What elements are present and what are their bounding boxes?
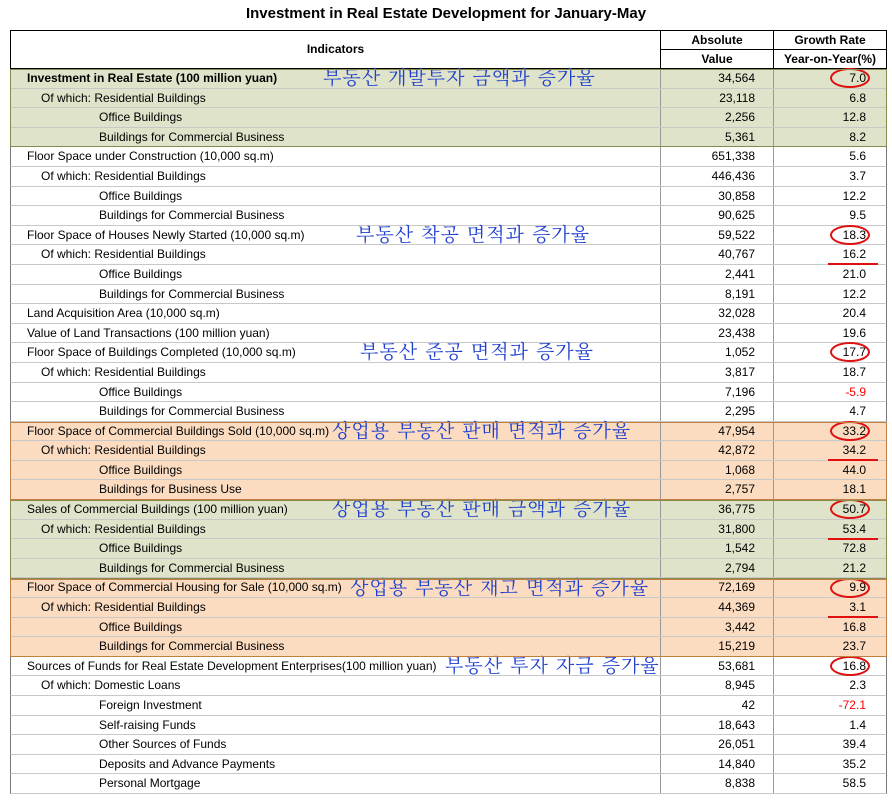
row-growth: 4.7 — [849, 404, 866, 419]
table-row — [10, 383, 887, 403]
row-growth: 16.2 — [842, 247, 866, 262]
row-value: 23,438 — [661, 324, 774, 343]
header-indicators: Indicators — [11, 31, 661, 68]
red-circle-highlight — [830, 656, 870, 676]
row-growth: 23.7 — [842, 639, 866, 654]
row-label: Investment in Real Estate (100 million yuan) — [11, 69, 661, 88]
row-value: 2,256 — [661, 108, 774, 127]
row-growth: 8.2 — [849, 129, 866, 144]
row-value: 47,954 — [661, 422, 774, 441]
row-value: 34,564 — [661, 69, 774, 88]
korean-annotation: 부동산 개발투자 금액과 증가율 — [323, 67, 596, 89]
row-value: 446,436 — [661, 167, 774, 186]
row-growth: 3.1 — [849, 600, 866, 615]
row-label: Of which: Residential Buildings — [11, 520, 661, 539]
row-value: 2,295 — [661, 402, 774, 421]
row-label: Office Buildings — [11, 187, 661, 206]
row-growth: 35.2 — [842, 756, 866, 771]
row-label: Floor Space of Buildings Completed (10,000 sq.m) — [11, 343, 661, 362]
row-value: 1,068 — [661, 461, 774, 480]
header-absolute-value — [661, 31, 774, 68]
row-growth: 18.7 — [842, 364, 866, 379]
korean-annotation: 부동산 투자 자금 증가율 — [445, 655, 660, 677]
row-label: Foreign Investment — [11, 696, 661, 715]
row-value: 1,542 — [661, 539, 774, 558]
row-label: Of which: Residential Buildings — [11, 363, 661, 382]
row-value: 59,522 — [661, 226, 774, 245]
row-growth: 21.2 — [842, 560, 866, 575]
row-label: Of which: Residential Buildings — [11, 167, 661, 186]
korean-annotation: 상업용 부동산 판매 금액과 증가율 — [332, 498, 632, 521]
row-growth: 34.2 — [842, 443, 866, 458]
row-growth: 33.2 — [842, 423, 866, 438]
table-row — [10, 89, 887, 109]
row-growth: 44.0 — [842, 462, 866, 477]
row-label: Value of Land Transactions (100 million yuan) — [11, 324, 661, 343]
table-row — [10, 265, 887, 285]
row-label: Other Sources of Funds — [11, 735, 661, 754]
row-label: Buildings for Commercial Business — [11, 128, 661, 147]
row-label: Buildings for Commercial Business — [11, 206, 661, 225]
row-label: Office Buildings — [11, 539, 661, 558]
row-growth: 18.1 — [842, 482, 866, 497]
row-growth: 12.8 — [842, 110, 866, 125]
row-label: Sales of Commercial Buildings (100 million yuan) — [11, 500, 661, 519]
row-growth: 2.3 — [849, 678, 866, 693]
row-growth: 17.7 — [842, 345, 866, 360]
row-label: Of which: Domestic Loans — [11, 676, 661, 695]
row-value: 651,338 — [661, 147, 774, 166]
table-row — [10, 187, 887, 207]
red-circle-highlight — [830, 578, 870, 598]
red-circle-highlight — [830, 421, 870, 441]
row-growth: 12.2 — [842, 188, 866, 203]
row-value: 5,361 — [661, 128, 774, 147]
table-row — [10, 716, 887, 736]
table-row — [10, 618, 887, 638]
row-label: Buildings for Commercial Business — [11, 285, 661, 304]
row-label: Floor Space of Commercial Buildings Sold (10,000 sq.m) — [11, 422, 661, 441]
row-growth: 50.7 — [842, 502, 866, 517]
row-label: Office Buildings — [11, 383, 661, 402]
row-growth: 3.7 — [849, 168, 866, 183]
row-growth: 58.5 — [842, 776, 866, 791]
row-growth: 6.8 — [849, 90, 866, 105]
row-label: Floor Space of Commercial Housing for Sale (10,000 sq.m) — [11, 578, 661, 597]
row-value: 36,775 — [661, 500, 774, 519]
row-growth: 72.8 — [842, 541, 866, 556]
row-value: 1,052 — [661, 343, 774, 362]
row-value: 30,858 — [661, 187, 774, 206]
data-table — [10, 30, 887, 794]
table-row — [10, 304, 887, 324]
table-row — [10, 147, 887, 167]
table-row — [10, 245, 887, 265]
row-value: 3,817 — [661, 363, 774, 382]
row-value: 8,838 — [661, 774, 774, 793]
row-value: 26,051 — [661, 735, 774, 754]
table-row — [10, 676, 887, 696]
row-growth: -72.1 — [838, 698, 866, 712]
row-value: 14,840 — [661, 755, 774, 774]
red-circle-highlight — [830, 68, 870, 88]
row-value: 40,767 — [661, 245, 774, 264]
table-row — [10, 441, 887, 461]
table-row — [10, 539, 887, 559]
row-label: Office Buildings — [11, 108, 661, 127]
row-label: Office Buildings — [11, 265, 661, 284]
row-growth: 20.4 — [842, 306, 866, 321]
row-label: Of which: Residential Buildings — [11, 598, 661, 617]
table-title: Investment in Real Estate Development for January-May — [245, 5, 647, 22]
red-underline-highlight — [828, 538, 878, 540]
row-value: 23,118 — [661, 89, 774, 108]
row-growth: 9.9 — [849, 580, 866, 595]
row-growth: 53.4 — [842, 521, 866, 536]
row-value: 18,643 — [661, 716, 774, 735]
row-label: Personal Mortgage — [11, 774, 661, 793]
row-label: Buildings for Commercial Business — [11, 402, 661, 421]
header-absolute: Absolute — [691, 33, 743, 47]
row-value: 31,800 — [661, 520, 774, 539]
row-label: Sources of Funds for Real Estate Development Enterprises(100 million yuan) — [11, 657, 661, 676]
table-row — [10, 128, 887, 148]
row-value: 44,369 — [661, 598, 774, 617]
table-row — [10, 735, 887, 755]
header-growth: Growth Rate — [794, 33, 866, 47]
row-value: 42,872 — [661, 441, 774, 460]
row-label: Floor Space of Houses Newly Started (10,000 sq.m) — [11, 226, 661, 245]
row-value: 53,681 — [661, 657, 774, 676]
table-row — [10, 774, 887, 794]
row-value: 8,945 — [661, 676, 774, 695]
table-row — [10, 755, 887, 775]
table-row — [10, 520, 887, 540]
red-circle-highlight — [830, 225, 870, 245]
row-label: Buildings for Business Use — [11, 480, 661, 499]
row-growth: -5.9 — [845, 384, 866, 399]
row-value: 7,196 — [661, 383, 774, 402]
table-row — [10, 285, 887, 305]
row-growth: 9.5 — [849, 208, 866, 223]
red-underline-highlight — [828, 616, 878, 618]
row-value: 3,442 — [661, 618, 774, 637]
row-growth: 12.2 — [842, 286, 866, 301]
row-growth: 39.4 — [842, 737, 866, 752]
row-label: Floor Space under Construction (10,000 sq.m) — [11, 147, 661, 166]
row-growth: 21.0 — [842, 266, 866, 281]
row-growth: 16.8 — [842, 619, 866, 634]
table-row — [10, 363, 887, 383]
row-value: 2,441 — [661, 265, 774, 284]
row-label: Of which: Residential Buildings — [11, 89, 661, 108]
korean-annotation: 상업용 부동산 판매 면적과 증가율 — [332, 419, 632, 442]
row-value: 15,219 — [661, 637, 774, 656]
row-growth: 7.0 — [849, 71, 866, 85]
header-yoy: Year-on-Year(%) — [774, 49, 886, 68]
row-label: Self-raising Funds — [11, 716, 661, 735]
header-value: Value — [661, 49, 773, 68]
red-underline-highlight — [828, 263, 878, 265]
korean-annotation: 상업용 부동산 재고 면적과 증가율 — [350, 576, 650, 599]
row-value: 8,191 — [661, 285, 774, 304]
row-growth: 18.3 — [842, 227, 866, 242]
row-growth: 16.8 — [842, 658, 866, 673]
row-value: 2,757 — [661, 480, 774, 499]
table-row — [10, 696, 887, 716]
table-row — [10, 167, 887, 187]
row-label: Of which: Residential Buildings — [11, 441, 661, 460]
row-value: 2,794 — [661, 559, 774, 578]
korean-annotation: 부동산 준공 면적과 증가율 — [360, 341, 595, 364]
row-label: Buildings for Commercial Business — [11, 559, 661, 578]
row-label: Deposits and Advance Payments — [11, 755, 661, 774]
row-value: 32,028 — [661, 304, 774, 323]
row-growth: 19.6 — [842, 325, 866, 340]
row-growth: 5.6 — [849, 149, 866, 164]
table-row — [10, 108, 887, 128]
table-row — [10, 461, 887, 481]
table-row — [10, 598, 887, 618]
row-label: Office Buildings — [11, 618, 661, 637]
korean-annotation: 부동산 착공 면적과 증가율 — [356, 223, 591, 246]
row-label: Of which: Residential Buildings — [11, 245, 661, 264]
row-value: 42 — [661, 696, 774, 715]
row-value: 90,625 — [661, 206, 774, 225]
header-growth-rate — [774, 31, 886, 68]
row-label: Office Buildings — [11, 461, 661, 480]
row-label: Buildings for Commercial Business — [11, 637, 661, 656]
row-label: Land Acquisition Area (10,000 sq.m) — [11, 304, 661, 323]
row-growth: 1.4 — [849, 717, 866, 732]
red-underline-highlight — [828, 459, 878, 461]
row-value: 72,169 — [661, 578, 774, 597]
